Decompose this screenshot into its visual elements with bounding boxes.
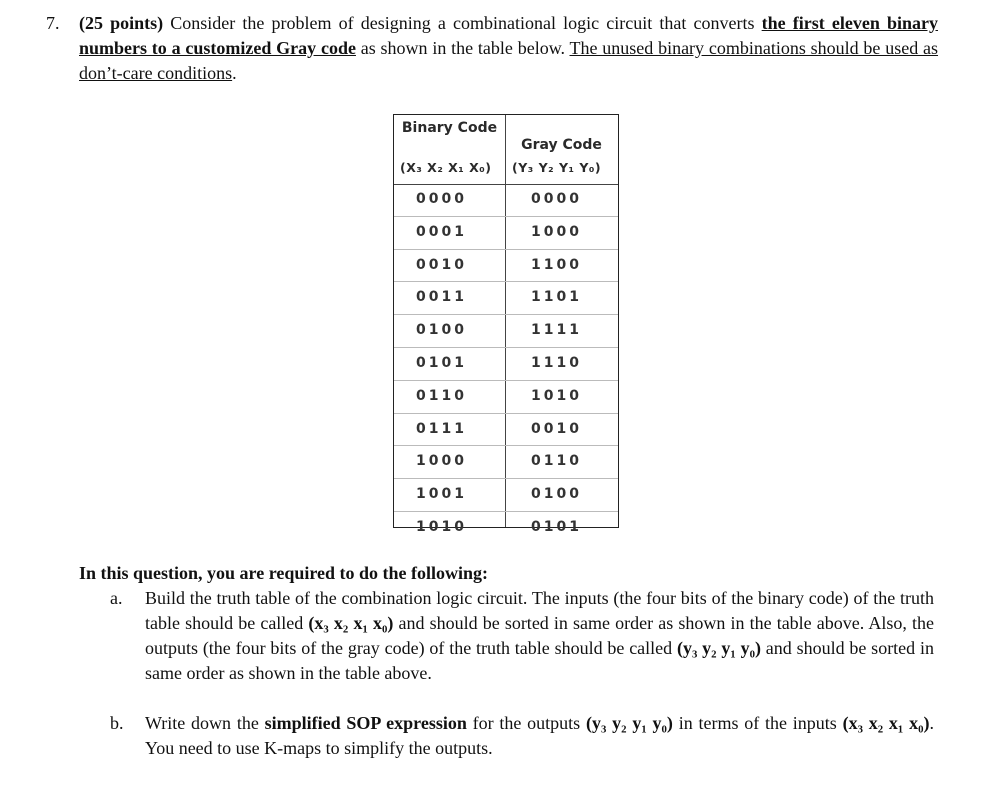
gray-code-header: Gray Code	[521, 137, 602, 153]
instruction-b-bold: simplified SOP expression	[264, 713, 467, 733]
binary-cell: 1010	[416, 518, 467, 535]
table-row	[394, 413, 618, 446]
gray-cell: 0010	[531, 420, 582, 437]
gray-cell: 0110	[531, 453, 582, 470]
instruction-b-inputs: (x₃ x₂ x₁ x₀)	[842, 713, 930, 733]
binary-cell: 1001	[416, 486, 467, 503]
table-row	[394, 216, 618, 249]
instructions	[79, 561, 934, 761]
table-row	[394, 184, 618, 216]
conversion-table	[393, 114, 619, 535]
gray-cell: 1111	[531, 322, 582, 339]
gray-vars-header: (Y₃ Y₂ Y₁ Y₀)	[512, 160, 602, 175]
instruction-b-text-4: . You need to use K-maps to simplify the outputs.	[145, 713, 934, 758]
instruction-a-outputs: (y₃ y₂ y₁ y₀)	[676, 638, 761, 658]
instructions-heading: In this question, you are required to do the following:	[79, 563, 489, 583]
binary-cell: 0000	[416, 191, 467, 207]
gray-cell: 1000	[531, 223, 582, 240]
instruction-a-inputs: (x₃ x₂ x₁ x₀)	[308, 613, 394, 633]
question-mid: as shown in the table below.	[355, 38, 570, 58]
instruction-b	[79, 711, 934, 761]
binary-vars-header: (X₃ X₂ X₁ X₀)	[400, 160, 492, 175]
instruction-b-text-2: for the outputs	[466, 713, 586, 733]
gray-cell: 1101	[531, 289, 582, 306]
instruction-b-label: b.	[110, 713, 124, 733]
instruction-a	[79, 586, 934, 686]
table-body	[394, 184, 618, 544]
instruction-b-outputs: (y₃ y₂ y₁ y₀)	[585, 713, 673, 733]
gray-cell: 0101	[531, 518, 582, 535]
gray-cell: 1100	[531, 256, 582, 273]
gray-cell: 0100	[531, 486, 582, 503]
gray-cell: 0000	[531, 191, 582, 207]
table-row	[394, 281, 618, 314]
gray-cell: 1010	[531, 387, 582, 404]
table-row	[394, 478, 618, 511]
instruction-a-text-1: Build the truth table of the combination logic circuit. The inputs (the four bits of the binary code) of the truth table should be called	[145, 588, 934, 633]
table-row	[394, 314, 618, 347]
binary-cell: 0100	[416, 322, 467, 339]
question-emphasis-bold: the first eleven binary numbers to a customized Gray code	[79, 13, 939, 58]
question-end: .	[232, 63, 237, 83]
table-row	[394, 347, 618, 380]
question-header	[46, 11, 938, 86]
table-row	[394, 249, 618, 282]
instruction-b-text-1: Write down the	[145, 713, 265, 733]
table-row	[394, 511, 618, 544]
question-number: 7.	[46, 13, 60, 33]
instruction-b-text-3: in terms of the inputs	[672, 713, 843, 733]
question-dont-care-note: The unused binary combinations should be used as don’t-care conditions	[79, 38, 939, 83]
binary-cell: 0001	[416, 223, 467, 240]
gray-cell: 1110	[531, 354, 582, 371]
binary-code-header: Binary Code	[401, 120, 498, 136]
question-points: (25 points)	[79, 13, 164, 33]
question-text	[79, 11, 938, 86]
binary-cell: 0010	[416, 256, 467, 273]
binary-cell: 0110	[416, 387, 467, 404]
binary-cell: 0011	[416, 289, 467, 306]
binary-cell: 0101	[416, 354, 467, 371]
instruction-a-label: a.	[110, 588, 123, 608]
instruction-a-text-3: and should be sorted in same order as shown in the table above.	[145, 638, 934, 683]
table-row	[394, 380, 618, 413]
binary-cell: 0111	[416, 420, 467, 437]
instruction-a-text-2: and should be sorted in same order as shown in the table above. Also, the outputs (the four bits of the gray code) of the truth table should be called	[145, 613, 935, 658]
table-row	[394, 445, 618, 478]
question-intro: Consider the problem of designing a combinational logic circuit that converts	[163, 13, 762, 33]
binary-cell: 1000	[416, 453, 467, 470]
